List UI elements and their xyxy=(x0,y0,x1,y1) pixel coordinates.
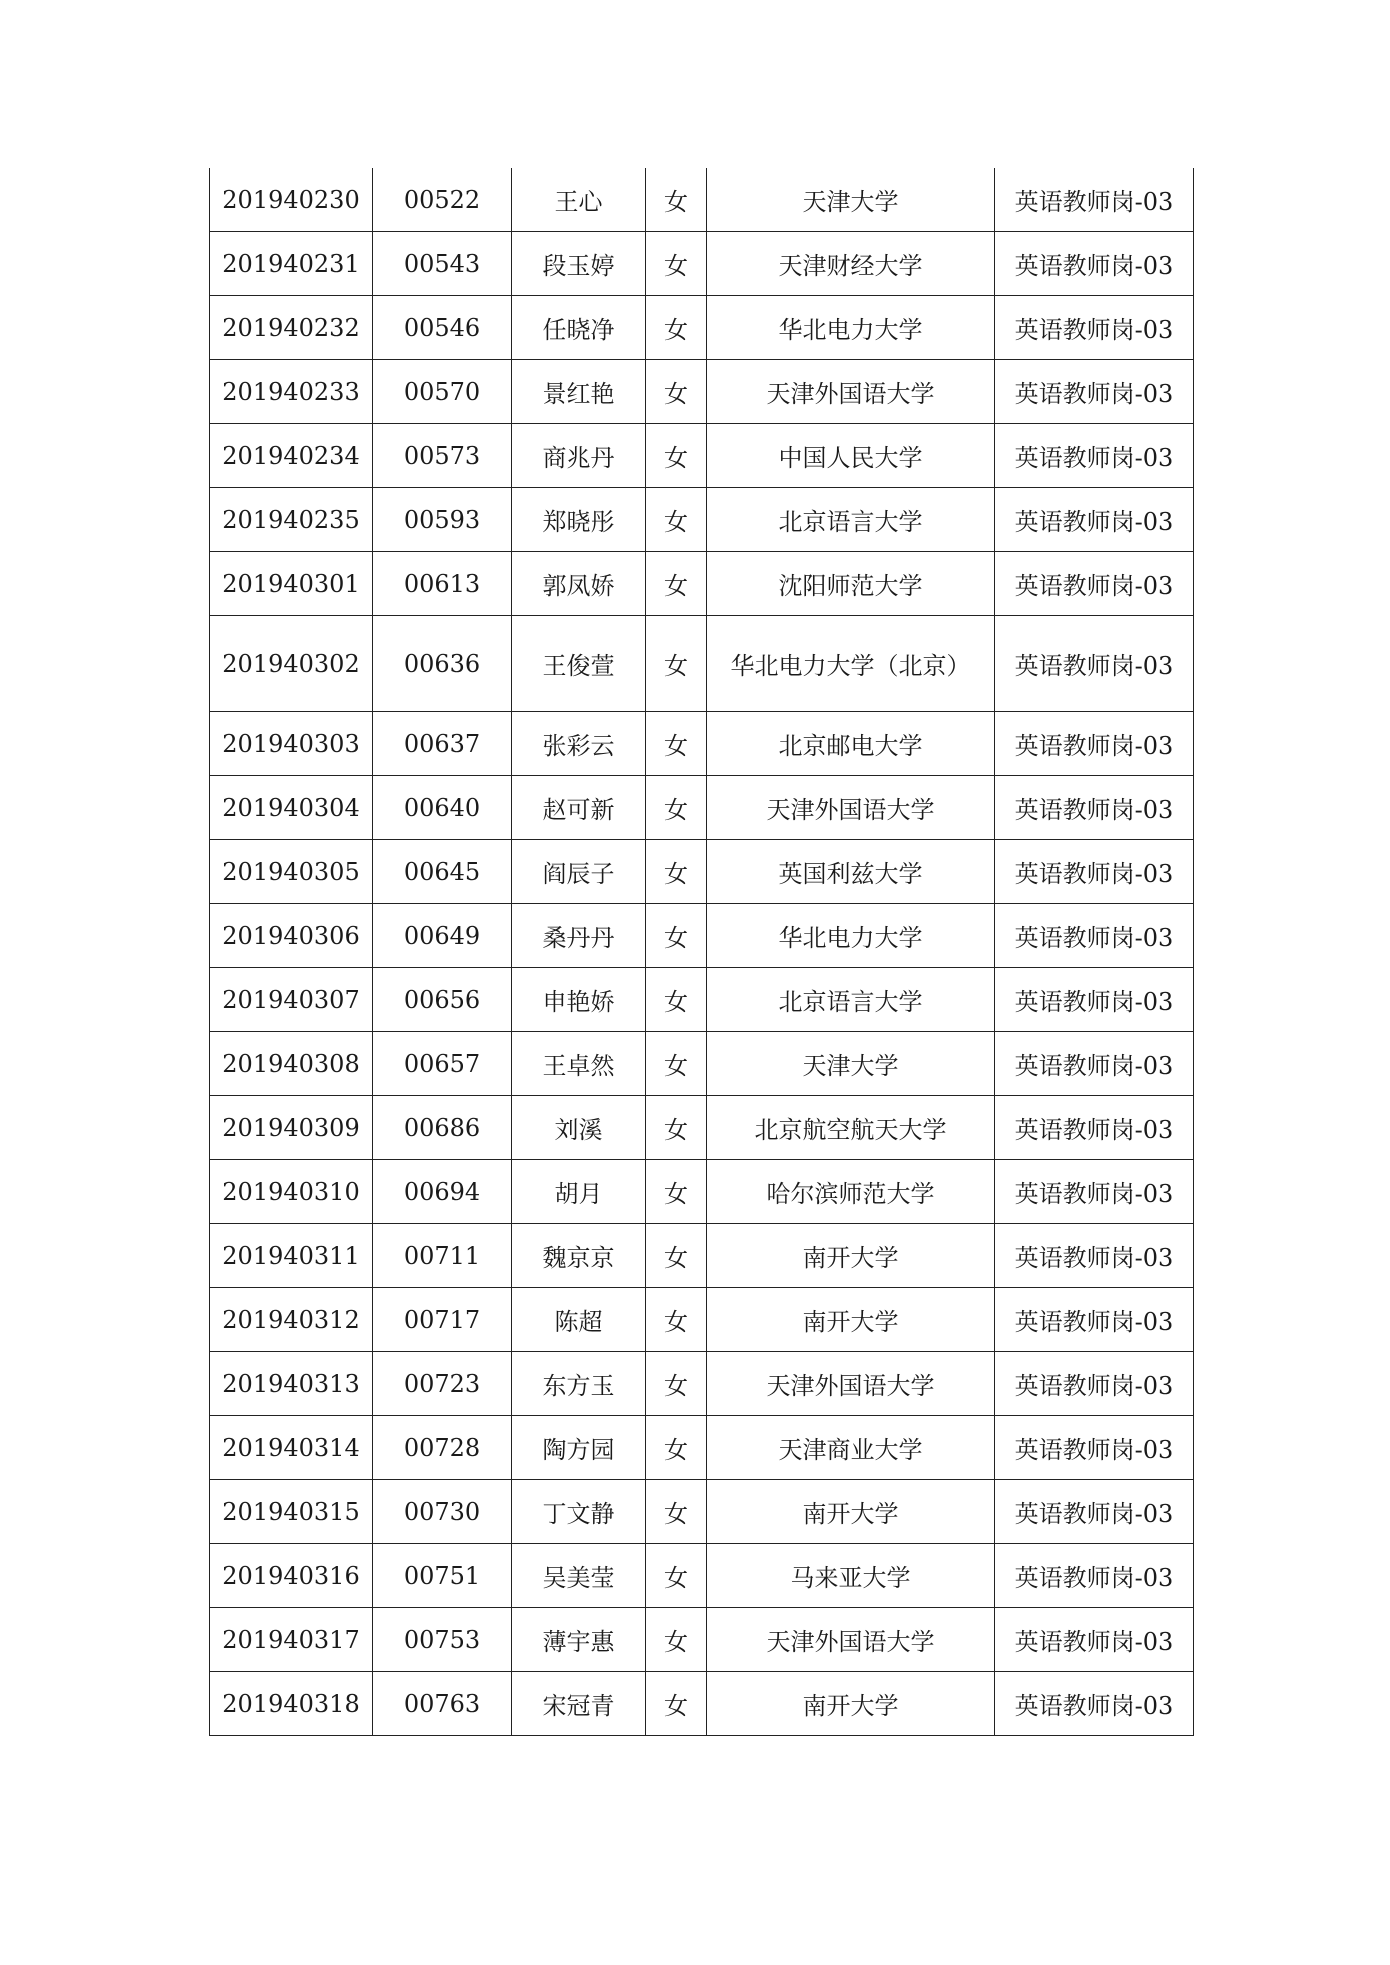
table-row xyxy=(210,1288,1194,1352)
exam-id-cell: 201940235 xyxy=(210,488,373,552)
name-cell: 张彩云 xyxy=(512,712,646,776)
registration-no-cell: 00717 xyxy=(373,1288,512,1352)
position-cell: 英语教师岗-03 xyxy=(995,424,1194,488)
school-cell: 天津外国语大学 xyxy=(707,776,995,840)
name-cell: 陈超 xyxy=(512,1288,646,1352)
exam-id-cell: 201940233 xyxy=(210,360,373,424)
position-cell: 英语教师岗-03 xyxy=(995,616,1194,712)
gender-cell: 女 xyxy=(646,1480,707,1544)
exam-id-cell: 201940307 xyxy=(210,968,373,1032)
name-cell: 王俊萱 xyxy=(512,616,646,712)
position-cell: 英语教师岗-03 xyxy=(995,840,1194,904)
exam-id-cell: 201940234 xyxy=(210,424,373,488)
registration-no-cell: 00636 xyxy=(373,616,512,712)
name-cell: 吴美莹 xyxy=(512,1544,646,1608)
school-cell: 南开大学 xyxy=(707,1288,995,1352)
school-cell: 北京航空航天大学 xyxy=(707,1096,995,1160)
name-cell: 任晓净 xyxy=(512,296,646,360)
registration-no-cell: 00711 xyxy=(373,1224,512,1288)
table-row xyxy=(210,360,1194,424)
exam-id-cell: 201940316 xyxy=(210,1544,373,1608)
exam-id-cell: 201940312 xyxy=(210,1288,373,1352)
gender-cell: 女 xyxy=(646,488,707,552)
school-cell: 北京邮电大学 xyxy=(707,712,995,776)
registration-no-cell: 00753 xyxy=(373,1608,512,1672)
exam-id-cell: 201940313 xyxy=(210,1352,373,1416)
position-cell: 英语教师岗-03 xyxy=(995,1416,1194,1480)
registration-no-cell: 00645 xyxy=(373,840,512,904)
name-cell: 魏京京 xyxy=(512,1224,646,1288)
candidate-table xyxy=(209,168,1194,1736)
registration-no-cell: 00637 xyxy=(373,712,512,776)
registration-no-cell: 00686 xyxy=(373,1096,512,1160)
school-cell: 南开大学 xyxy=(707,1480,995,1544)
position-cell: 英语教师岗-03 xyxy=(995,1032,1194,1096)
name-cell: 商兆丹 xyxy=(512,424,646,488)
registration-no-cell: 00546 xyxy=(373,296,512,360)
exam-id-cell: 201940304 xyxy=(210,776,373,840)
gender-cell: 女 xyxy=(646,1032,707,1096)
school-cell: 天津大学 xyxy=(707,168,995,232)
gender-cell: 女 xyxy=(646,1608,707,1672)
name-cell: 郭凤娇 xyxy=(512,552,646,616)
exam-id-cell: 201940231 xyxy=(210,232,373,296)
registration-no-cell: 00730 xyxy=(373,1480,512,1544)
name-cell: 申艳娇 xyxy=(512,968,646,1032)
position-cell: 英语教师岗-03 xyxy=(995,1160,1194,1224)
table-row xyxy=(210,1480,1194,1544)
gender-cell: 女 xyxy=(646,616,707,712)
table-row xyxy=(210,1352,1194,1416)
name-cell: 东方玉 xyxy=(512,1352,646,1416)
name-cell: 宋冠青 xyxy=(512,1672,646,1736)
table-row xyxy=(210,488,1194,552)
school-cell: 北京语言大学 xyxy=(707,488,995,552)
school-cell: 哈尔滨师范大学 xyxy=(707,1160,995,1224)
position-cell: 英语教师岗-03 xyxy=(995,296,1194,360)
position-cell: 英语教师岗-03 xyxy=(995,1224,1194,1288)
registration-no-cell: 00723 xyxy=(373,1352,512,1416)
exam-id-cell: 201940309 xyxy=(210,1096,373,1160)
gender-cell: 女 xyxy=(646,1544,707,1608)
exam-id-cell: 201940305 xyxy=(210,840,373,904)
table-row xyxy=(210,1224,1194,1288)
registration-no-cell: 00694 xyxy=(373,1160,512,1224)
table-row xyxy=(210,168,1194,232)
registration-no-cell: 00640 xyxy=(373,776,512,840)
gender-cell: 女 xyxy=(646,232,707,296)
school-cell: 天津财经大学 xyxy=(707,232,995,296)
exam-id-cell: 201940301 xyxy=(210,552,373,616)
table-row xyxy=(210,232,1194,296)
exam-id-cell: 201940303 xyxy=(210,712,373,776)
table-row xyxy=(210,1032,1194,1096)
table-row xyxy=(210,1096,1194,1160)
exam-id-cell: 201940314 xyxy=(210,1416,373,1480)
exam-id-cell: 201940308 xyxy=(210,1032,373,1096)
school-cell: 中国人民大学 xyxy=(707,424,995,488)
exam-id-cell: 201940230 xyxy=(210,168,373,232)
table-row xyxy=(210,904,1194,968)
table-row xyxy=(210,1672,1194,1736)
registration-no-cell: 00593 xyxy=(373,488,512,552)
gender-cell: 女 xyxy=(646,1352,707,1416)
candidate-table-body xyxy=(210,168,1194,1736)
gender-cell: 女 xyxy=(646,968,707,1032)
school-cell: 英国利兹大学 xyxy=(707,840,995,904)
gender-cell: 女 xyxy=(646,1672,707,1736)
registration-no-cell: 00649 xyxy=(373,904,512,968)
gender-cell: 女 xyxy=(646,296,707,360)
name-cell: 王心 xyxy=(512,168,646,232)
registration-no-cell: 00728 xyxy=(373,1416,512,1480)
position-cell: 英语教师岗-03 xyxy=(995,488,1194,552)
position-cell: 英语教师岗-03 xyxy=(995,1672,1194,1736)
gender-cell: 女 xyxy=(646,1224,707,1288)
gender-cell: 女 xyxy=(646,552,707,616)
gender-cell: 女 xyxy=(646,1416,707,1480)
exam-id-cell: 201940232 xyxy=(210,296,373,360)
gender-cell: 女 xyxy=(646,776,707,840)
school-cell: 天津大学 xyxy=(707,1032,995,1096)
position-cell: 英语教师岗-03 xyxy=(995,1608,1194,1672)
gender-cell: 女 xyxy=(646,360,707,424)
exam-id-cell: 201940302 xyxy=(210,616,373,712)
school-cell: 北京语言大学 xyxy=(707,968,995,1032)
school-cell: 天津外国语大学 xyxy=(707,1352,995,1416)
school-cell: 华北电力大学（北京） xyxy=(707,616,995,712)
name-cell: 郑晓彤 xyxy=(512,488,646,552)
name-cell: 陶方园 xyxy=(512,1416,646,1480)
position-cell: 英语教师岗-03 xyxy=(995,1544,1194,1608)
registration-no-cell: 00573 xyxy=(373,424,512,488)
school-cell: 天津外国语大学 xyxy=(707,360,995,424)
school-cell: 马来亚大学 xyxy=(707,1544,995,1608)
registration-no-cell: 00656 xyxy=(373,968,512,1032)
name-cell: 丁文静 xyxy=(512,1480,646,1544)
table-row xyxy=(210,1608,1194,1672)
name-cell: 景红艳 xyxy=(512,360,646,424)
table-row xyxy=(210,1544,1194,1608)
exam-id-cell: 201940318 xyxy=(210,1672,373,1736)
table-row xyxy=(210,840,1194,904)
table-row xyxy=(210,424,1194,488)
registration-no-cell: 00522 xyxy=(373,168,512,232)
school-cell: 天津外国语大学 xyxy=(707,1608,995,1672)
registration-no-cell: 00657 xyxy=(373,1032,512,1096)
name-cell: 胡月 xyxy=(512,1160,646,1224)
school-cell: 南开大学 xyxy=(707,1224,995,1288)
school-cell: 南开大学 xyxy=(707,1672,995,1736)
school-cell: 天津商业大学 xyxy=(707,1416,995,1480)
registration-no-cell: 00751 xyxy=(373,1544,512,1608)
position-cell: 英语教师岗-03 xyxy=(995,1352,1194,1416)
name-cell: 阎辰子 xyxy=(512,840,646,904)
table-row xyxy=(210,296,1194,360)
gender-cell: 女 xyxy=(646,1288,707,1352)
position-cell: 英语教师岗-03 xyxy=(995,1480,1194,1544)
gender-cell: 女 xyxy=(646,1160,707,1224)
exam-id-cell: 201940306 xyxy=(210,904,373,968)
position-cell: 英语教师岗-03 xyxy=(995,776,1194,840)
school-cell: 华北电力大学 xyxy=(707,296,995,360)
name-cell: 桑丹丹 xyxy=(512,904,646,968)
gender-cell: 女 xyxy=(646,904,707,968)
registration-no-cell: 00543 xyxy=(373,232,512,296)
table-row xyxy=(210,1160,1194,1224)
table-row xyxy=(210,968,1194,1032)
name-cell: 赵可新 xyxy=(512,776,646,840)
position-cell: 英语教师岗-03 xyxy=(995,712,1194,776)
gender-cell: 女 xyxy=(646,712,707,776)
exam-id-cell: 201940315 xyxy=(210,1480,373,1544)
position-cell: 英语教师岗-03 xyxy=(995,552,1194,616)
position-cell: 英语教师岗-03 xyxy=(995,1288,1194,1352)
exam-id-cell: 201940317 xyxy=(210,1608,373,1672)
table-row xyxy=(210,712,1194,776)
name-cell: 王卓然 xyxy=(512,1032,646,1096)
table-row xyxy=(210,616,1194,712)
table-row xyxy=(210,1416,1194,1480)
table-row xyxy=(210,776,1194,840)
position-cell: 英语教师岗-03 xyxy=(995,360,1194,424)
gender-cell: 女 xyxy=(646,168,707,232)
table-row xyxy=(210,552,1194,616)
position-cell: 英语教师岗-03 xyxy=(995,968,1194,1032)
registration-no-cell: 00613 xyxy=(373,552,512,616)
gender-cell: 女 xyxy=(646,1096,707,1160)
exam-id-cell: 201940310 xyxy=(210,1160,373,1224)
exam-id-cell: 201940311 xyxy=(210,1224,373,1288)
gender-cell: 女 xyxy=(646,424,707,488)
school-cell: 华北电力大学 xyxy=(707,904,995,968)
registration-no-cell: 00763 xyxy=(373,1672,512,1736)
gender-cell: 女 xyxy=(646,840,707,904)
position-cell: 英语教师岗-03 xyxy=(995,1096,1194,1160)
position-cell: 英语教师岗-03 xyxy=(995,168,1194,232)
name-cell: 薄宇惠 xyxy=(512,1608,646,1672)
registration-no-cell: 00570 xyxy=(373,360,512,424)
position-cell: 英语教师岗-03 xyxy=(995,904,1194,968)
name-cell: 刘溪 xyxy=(512,1096,646,1160)
name-cell: 段玉婷 xyxy=(512,232,646,296)
position-cell: 英语教师岗-03 xyxy=(995,232,1194,296)
school-cell: 沈阳师范大学 xyxy=(707,552,995,616)
